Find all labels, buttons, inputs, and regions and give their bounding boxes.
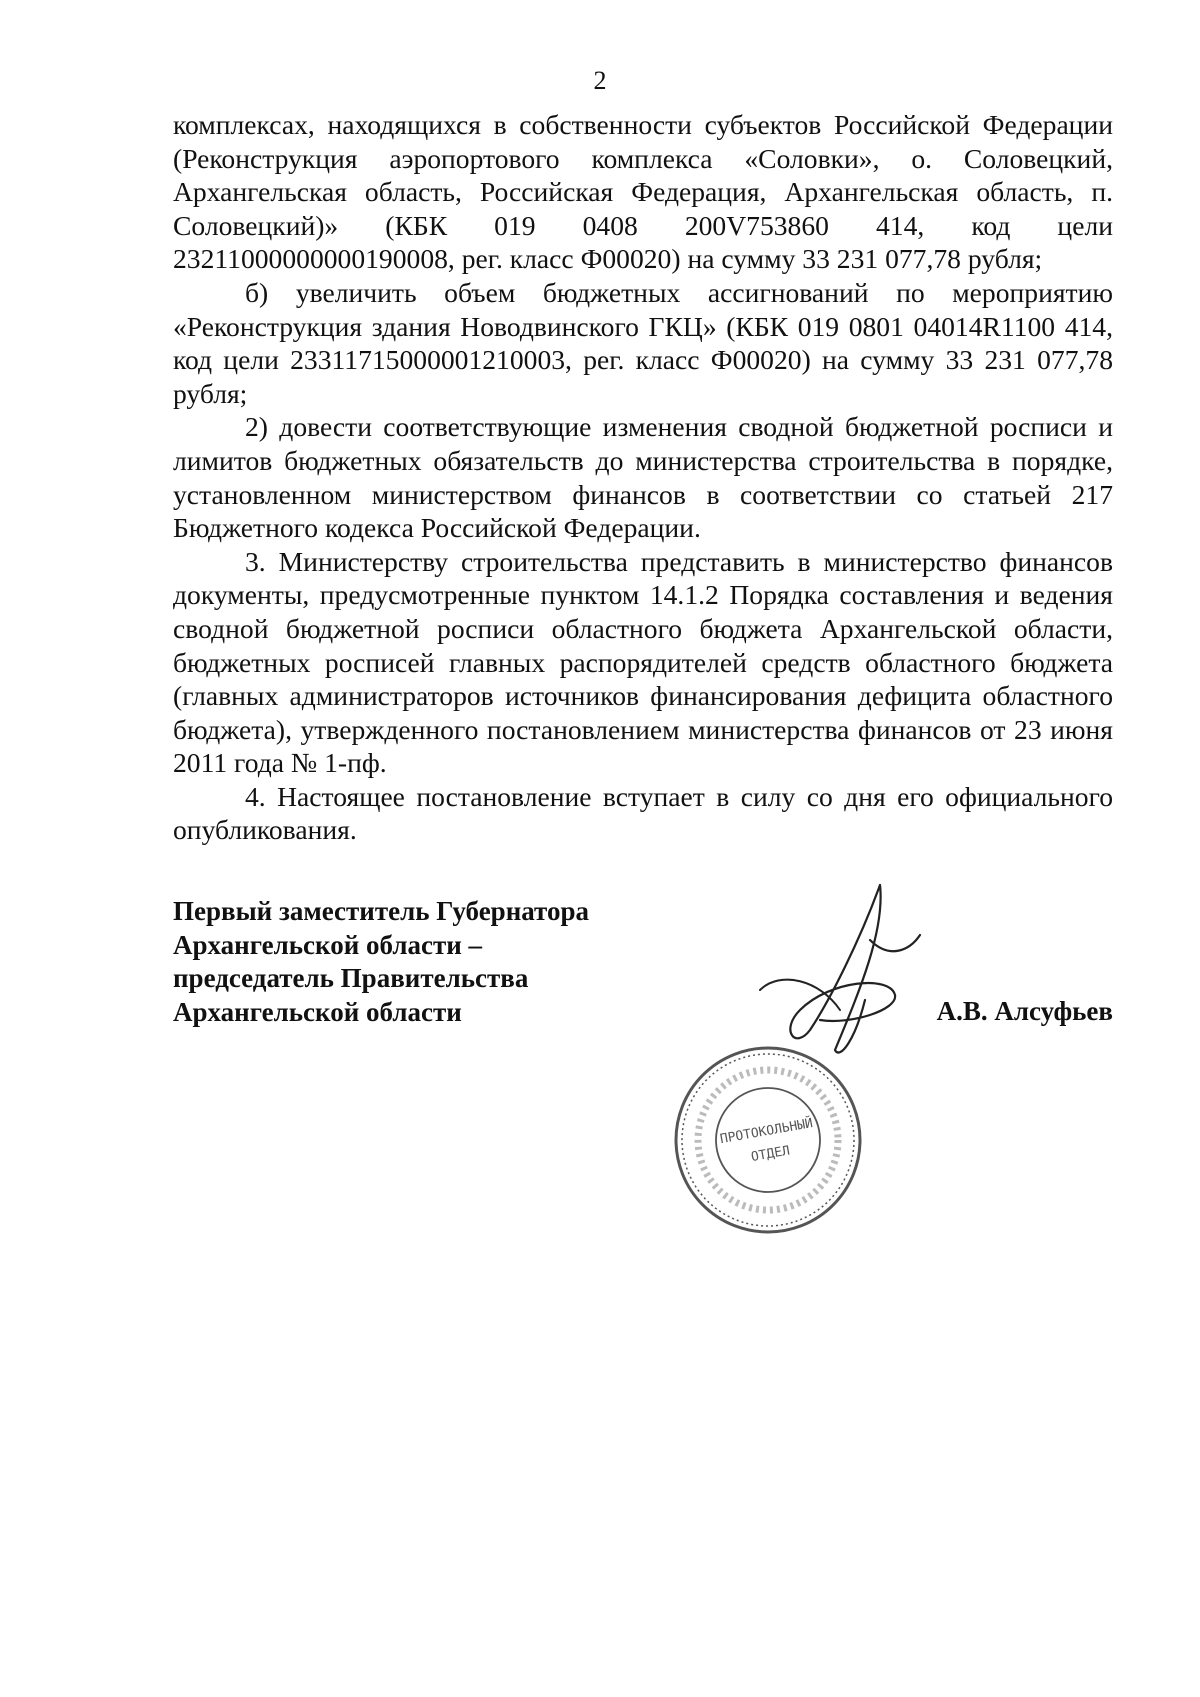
signatory-title-line: Архангельской области – [173,929,483,960]
stamp-center-line1: ПРОТОКОЛЬНЫЙ [718,1116,815,1148]
document-body [173,108,1113,847]
paragraph-3: 2) довести соответствующие изменения сводной бюджетной росписи и лимитов бюджетных обязательств до министерства строительства в порядке, установленном министерством финансов в соответствии со статьей 217 Бюджетного кодекса Российской Федерации. [173,411,1113,544]
paragraph-5: 4. Настоящее постановление вступает в силу со дня его официального опубликования. [173,780,1113,846]
signatory-title-line: Первый заместитель Губернатора [173,896,589,926]
paragraph-2: б) увеличить объем бюджетных ассигнований по мероприятию «Реконструкция здания Новодвинского ГКЦ» (КБК 019 0801 04014R1100 414, код цели 23311715000001210003, рег. класс Ф00020) на сумму 33 231 077,78 рубля; [173,276,1113,409]
signatory-title-line: председатель Правительства [173,963,529,993]
paragraph-4: 3. Министерству строительства представить в министерство финансов документы, предусмотренные пунктом 14.1.2 Порядка составления и ведения сводной бюджетной росписи областного бюджета Архангельской области, бюджетных росписей главных распорядителей средств областного бюджета (главных администраторов источников финансирования дефицита областного бюджета), утвержденного постановлением министерства финансов от 23 июня 2011 года № 1-пф. [173,545,1113,779]
signatory-name: А.В. Алсуфьев [936,996,1113,1026]
page-number: 2 [593,66,607,95]
paragraph-1: комплексах, находящихся в собственности субъектов Российской Федерации (Реконструкция аэропортового комплекса «Соловки», о. Соловецкий, Архангельская область, Российская Федерация, Архангельская область, п. Соловецкий)» (КБК 019 0408 200V753860 414, код цели 23211000000000190008, рег. класс Ф00020) на сумму 33 231 077,78 рубля; [173,109,1113,275]
official-stamp [668,1040,868,1240]
signatory-title-line: Архангельской области [173,996,462,1027]
stamp-center-line2: ОТДЕЛ [749,1143,792,1166]
signatory-title [173,895,693,1029]
